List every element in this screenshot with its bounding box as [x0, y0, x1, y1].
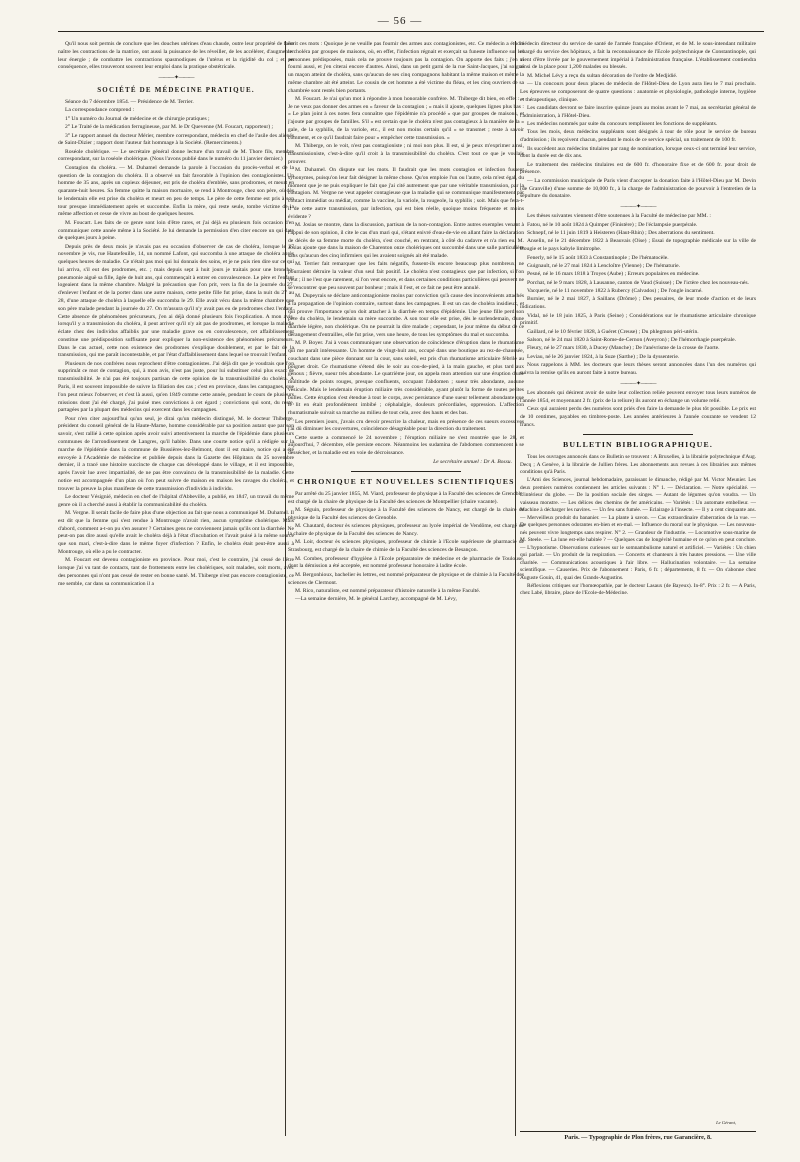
paragraph: Pour n'en citer aujourd'hui qu'un seul, je dirai qu'un médecin distingué, M. le docteur Thiberge, président du conseil général de la Haute-Marne, homme considérable par sa position autant que par son savoir, s'est rallié à cette opinion après avoir suivi attentivement la marche de l'épidémie dans plusieurs communes de l'arrondissement de Langres, qu'il habite. Dans une courte notice qu'il a rédigée sur la marche de l'épidémie dans la commune de Bussières-lez-Belmont, dont il est maire, notice qui a été envoyée à l'Académie de médecine et publiée depuis dans la Gazette des Hôpitaux du 25 novembre dernier, il a tracé une histoire succincte de chaque cas développé dans le village, et il est impossible, après l'avoir lue avec impartialité, de ne pas être convaincu de la transmissibilité de la maladie. Cette notice est accompagnée d'un plan où l'on peut suivre de maison en maison les ravages du choléra, et trouver la preuve la plus manifeste de cette transmission d'individu à individu.: [58, 415, 294, 492]
ornament-divider: ——— ✦ ———: [620, 204, 656, 211]
paragraph: M. Bergonhioux, bachelier ès lettres, est nommé préparateur de physique et de chimie à la Faculté des sciences de Clermont.: [288, 571, 524, 586]
paragraph: Pesné, né le 16 mars 1818 à Troyes (Aube) ; Erreurs populaires en médecine.: [527, 271, 700, 278]
paragraph: Guignault, né le 27 mai 1824 à Lencloître (Vienne) ; De l'hématurie.: [527, 262, 681, 269]
paragraph: 3° Le rapport annuel du docteur Mérier, membre correspondant, médecin en chef de l'asile des aliénés de Saint-Dizier ; rapport dont l'auteur fait hommage à la Société. (Remerciments.): [58, 132, 294, 147]
paragraph: Les abonnés qui désirent avoir de suite leur collection reliée peuvent envoyer tous leurs numéros de l'année 1854, et moyennant 2 fr. (prix de la reliure) ils auront en échange un volume relié.: [520, 389, 756, 404]
column-right: [520, 41, 756, 1121]
paragraph: Le traitement des médecins titulaires est de 600 fr. d'honoraire fixe et de 600 fr. pour droit de présence.: [520, 161, 756, 176]
paragraph: M. Séguin, professeur de physique à la Faculté des sciences de Nancy, est chargé de la chaire de physique de la Faculté des sciences de Grenoble.: [288, 507, 524, 521]
column-middle: [288, 41, 524, 1121]
paragraph: — Un concours pour deux places de médecin de l'Hôtel-Dieu de Lyon aura lieu le 7 mai prochain. Les épreuves se composeront de quatre questions : anatomie et physiologie, pathologie interne, hygiène et thérapeutique, clinique.: [520, 81, 756, 103]
page-number: — 56 —: [377, 15, 423, 27]
paragraph: Fenerly, né le 15 août 1833 à Constantinople ; De l'hématocèle.: [527, 254, 669, 261]
footer-rule: [520, 1131, 756, 1132]
paragraph: —La semaine dernière, M. le général Larchey, accompagné de M. Lévy,: [295, 596, 457, 603]
gerant-label: Le Gérant,: [716, 1120, 736, 1125]
printer-imprint: Paris. — Typographie de Plon frères, rue Garancière, 8.: [564, 1134, 712, 1141]
paragraph: Réflexions critiques sur l'homœopathie, par le docteur Lasaux (de Bayeux). In-8°. Prix : 2 fr. — A Paris, chez Labé, libraire, place de l'Ecole-de-Médecine.: [520, 582, 756, 597]
paragraph: M. Josias se montre, dans la discussion, partisan de la non-contagion. Entre autres exemples venant à l'appui de son opinion, il cite le cas d'un mari qui, s'étant enivré d'eau-de-vie en allant faire la déclaration de décès de sa femme morte du choléra, s'est couché, en rentrant, à côté du cadavre et n'a rien eu. M. Josias ajoute que dans la maison de Charenton onze cholériques ont succombé dans une salle particulière sans qu'aucun des cinq infirmiers qui les avaient soignés ait été malade.: [288, 221, 524, 260]
paragraph: médecin directeur du service de santé de l'armée française d'Orient, et de M. le sous-intendant militaire chargé du service des hôpitaux, a fait la reconnaissance de l'Ecole polytechnique de Constantinople, qui vient d'être livrée par le gouvernement impérial à l'administration française. L'établissement contiendra ainsi de la place pour 1,200 malades ou blessés.: [520, 41, 756, 71]
paragraph: Cette suette a commencé le 24 novembre ; l'éruption miliaire ne s'est montrée que le 28, et aujourd'hui, 7 décembre, elle persiste encore. Néanmoins les sudamina de l'abdomen commencent à se dessécher, et la maladie est en voie de décroissance.: [288, 434, 524, 457]
paragraph: Nous rappelons à MM. les docteurs que leurs thèses seront annoncées dans l'un des numéros qui suivra la remise qu'ils en auront faite à notre bureau.: [520, 362, 756, 376]
paragraph: Burnier, né le 2 mai 1827, à Saillans (Drôme) ; Des pessaires, de leur mode d'action et de leurs indications.: [520, 296, 756, 311]
paragraph: Les médecins nommés par suite du concours remplissent les fonctions de suppléants.: [527, 121, 718, 128]
column-left: [58, 41, 294, 1121]
signature: Le secrétaire annuel : Dr A. Bossu.: [433, 458, 512, 465]
paragraph: M. Dupeyrais se déclare anticontagioniste moins par conviction qu'à cause des inconvénients attachés à la propagation de l'opinion contraire, surtout dans les campagnes. Il est un cas de choléra insidieux, et qui prouve l'importance qu'on doit attacher à la diarrhée en temps d'épidémie. Une jeune fille perd son père du choléra, le lendemain sa mère succombe. A son tour elle est prise, dès le surlendemain, d'une diarrhée légère, non cholérique. On ne pourrait la dire malade ; cependant, le jour même du début de ce dérangement d'entrailles, elle fut prise, vers une heure, de tous les symptômes du mal et succomba.: [288, 293, 524, 338]
paragraph: Fatou, né le 10 août 1824 à Quimper (Finistère) ; De l'éclampsie puerpérale.: [527, 221, 698, 228]
paragraph: Contagion du choléra. — M. Duhamel demande la parole à l'occasion du procès-verbal et de la question de la contagion du choléra. Il a observé un fait favorable à l'opinion des contagionistes. Un homme de 35 ans, après un copieux déjeuner, est pris de choléra d'emblée, sans prodromes, et meurt en quarante-huit heures. Sa femme quitte la maison mortuaire, se rend à Montrouge, chez son père, où dès le lendemain elle est prise du choléra et meurt en peu de temps. Le père de cette femme est pris à son tour presque immédiatement après et succombe. Enfin la mère, qui reste seule, tombe victime de la même affection et cesse de vivre au bout de quelques heures.: [58, 164, 294, 218]
paragraph: M. Foucart. Je n'ai qu'un mot à répondre à mon honorable confrère. M. Thiberge dit bien, en effet : « Je ne veux pas donner des armes en » faveur de la contagion ; » mais il ajoute, quelques lignes plus bas : « Le plan joint à ces notes fera connaître que l'épidémie n'a procédé » que par groupes de maisons, et j'ajoute par groupes de familles. S'il » est certain que le choléra n'est pas contagieux à la manière de la » gale, de la syphilis, de la variole, etc., il est non moins certain qu'il » se transmet ; reste à savoir comment, et ce qu'il faudrait faire pour » empêcher cette transmission. »: [288, 95, 524, 141]
paragraph: Porchat, né le 9 mars 1828, à Lausanne, canton de Vaud (Suisse) ; De l'ictère chez les nouveau-nés.: [527, 279, 749, 286]
paragraph: Tous les mois, deux médecins suppléants sont désignés à tour de rôle pour le service de bureau d'admission ; ils reçoivent chacun, pendant le mois de ce service spécial, un traitement de 100 fr.: [520, 129, 756, 144]
paragraph: M. Foucart est devenu contagioniste en province. Pour moi, c'est le contraire, j'ai cessé de l'être lorsque j'ai vu tant de contacts, tant de frottements entre les cholériques, soit malades, soit morts, avec des personnes qui n'ont pas cessé de rester en bonne santé. M. Thiberge n'est pas encore contagioniste, ce me semble, car dans sa communication il a: [58, 557, 294, 587]
paragraph: Qu'il nous soit permis de conclure que les douches utérines d'eau chaude, outre leur propriété de faire naître les contractions de la matrice, ont aussi la puissance de les réveiller, de les accélérer, d'augmenter leur énergie ; de combattre les contractions spasmodiques de l'utérus et la rigidité du col ; et, en conséquence, elles trouveront souvent leur emploi dans la pratique obstétricale.: [58, 41, 294, 71]
paragraph: 2° Le Traité de la médication ferrugineuse, par M. le Dr Quevenne (M. Foucart, rapporteur) ;: [65, 124, 274, 131]
paragraph: Les thèses suivantes viennent d'être soutenues à la Faculté de médecine par MM. :: [527, 213, 711, 220]
paragraph: M. Michel Lévy a reçu du sultan décoration de l'ordre de Medjidié.: [527, 72, 678, 79]
paragraph: La correspondance comprend :: [65, 107, 135, 114]
section-title: SOCIÉTÉ DE MÉDECINE PRATIQUE.: [97, 86, 255, 95]
paragraph: M. Chautard, docteur ès sciences physiques, professeur au lycée impérial de Vendôme, est chargé de la chaire de physique de la Faculté des sciences de Nancy.: [288, 523, 524, 538]
section-title: BULLETIN BIBLIOGRAPHIQUE.: [562, 440, 713, 450]
section-rule: [351, 471, 461, 472]
paragraph: Depuis près de deux mois je n'avais pas eu occasion d'observer de cas de choléra, lorsque le 27 novembre je vis, rue Hautefeuille, 14, un nommé Lafont, qui succomba à une attaque de choléra après quelques heures de maladie. Ce n'était pas moi qui lui donnais des soins, et je ne puis rien dire sur ce qui lui arriva, s'il eut des prodromes, etc. ; mais depuis sept à huit jours je traitais pour une broncho-pneumonie aiguë sa fille, âgée de huit ans, qui commençait à entrer en convalescence. Le père et l'enfant logeaient dans la même chambre. Malgré la précaution que l'on prit, vers la fin de la journée du 27, d'enlever l'enfant et de la porter dans une autre maison, cette petite fille fut prise, dans la nuit du 27 au 28, d'une attaque de choléra à laquelle elle succomba le 29. Elle avait vécu dans la même chambre que son père malade pendant la journée du 27. On m'assura qu'il n'y avait pas eu de prodromes chez l'enfant. Cette absence de phénomènes précurseurs, j'en ai déjà donné plusieurs fois l'explication. A mon avis, lorsqu'il y a transmission du choléra, il peut arriver qu'il n'y ait pas de prodromes, et lorsque la maladie éclate chez des individus affaiblis par une maladie grave ou en convalescence, cet affaiblissement constitue une prédisposition suffisante pour expliquer la non-existence des phénomènes précurseurs. Dans le cas actuel, cette non existence des prodromes s'explique doublement, et par le fait de la transmission, qui me paraît incontestable, et par l'état d'affaiblissement dans lequel se trouvait l'enfant.: [58, 243, 294, 359]
paragraph: M. Thiberge, on le voit, n'est pas contagioniste ; ni moi non plus. Il est, si je peux m'exprimer ainsi, transmissioniste, c'est-à-dire qu'il croit à la transmissibilité du choléra. C'est tout ce que je voulais prouver.: [288, 143, 524, 165]
paragraph: Leviau, né le 26 janvier 1824, à la Suze (Sarthe) ; De la dyssenterie.: [527, 353, 680, 360]
paragraph: Roséole cholérique. — Le secrétaire général donne lecture d'un travail de M. Thore fils, membre correspondant, sur la roséole cholérique. (Nous l'avons publié dans le numéro du 11 janvier dernier.): [58, 148, 294, 163]
paragraph: écrit ces mots : Quoique je ne veuille pas fournir des armes aux contagionistes, etc. Ce médecin a étudié le choléra par groupes de maisons, où, en effet, l'infection régnait et exerçait sa funeste influence sur les personnes prédisposées, mais cela ne prouve toujours pas la contagion. On apporte des faits ; j'en ai fourni aussi, et j'en citerai encore d'autres. Ainsi, dans un petit garni de la rue Saint-Jacques, j'ai soigné un maçon atteint de choléra, sans qu'aucun de ses cinq compagnons habitant la même maison et même la même chambre ait été atteint. Le cousin de cet homme a été victime du fléau, et les cinq ouvriers de sa chambrée sont restés bien portants.: [288, 41, 524, 94]
paragraph: 1° Un numéro du Journal de médecine et de chirurgie pratiques ;: [65, 115, 210, 122]
paragraph: M. Rico, naturaliste, est nommé préparateur d'histoire naturelle à la même Faculté.: [295, 587, 481, 594]
paragraph: Séance du 7 décembre 1854. — Présidence de M. Terrier.: [65, 99, 194, 106]
paragraph: Salson, né le 24 mai 1820 à Saint-Rome-de-Cernon (Aveyron) ; De l'hémorrhagie puerpérale.: [527, 337, 737, 343]
paragraph: — La commission municipale de Paris vient d'accepter la donation faite à l'Hôtel-Dieu par M. Devin (de Granville) d'une somme de 10,000 fr., à la charge de l'administration de pourvoir à l'entretien de la sépulture du donataire.: [520, 177, 756, 200]
paragraph: Par arrêté du 25 janvier 1855, M. Viard, professeur de physique à la Faculté des sciences de Grenoble, est chargé de la chaire de physique de la Faculté des sciences de Montpellier (chaire vacante).: [288, 491, 524, 505]
paragraph: M. Combes, professeur d'hygiène à l'Ecole préparatoire de médecine et de pharmacie de Toulouse, dont la démission a été acceptée, est nommé professeur honoraire à ladite école.: [288, 555, 524, 570]
paragraph: Tous les ouvrages annoncés dans ce Bulletin se trouvent : A Bruxelles, à la librairie polytechnique d'Aug. Decq ; A Genève, à la librairie de Jullien frères. Les abonnements aux revues à ces librairies aux mêmes conditions qu'à Paris.: [520, 454, 756, 476]
ornament-divider: ——— ✦ ———: [158, 75, 194, 82]
paragraph: Fleury, né le 27 mars 1830, à Ducey (Manche) ; De l'anévrisme de la crosse de l'aorte.: [527, 345, 720, 352]
paragraph: M. Duhamel. On dispute sur les mots. Il faudrait que les mots contagion et infection fussent synonymes, puisqu'on leur fait désigner la même chose. Qu'on emploie l'un ou l'autre, cela m'est égal, du moment que je ne puis expliquer le fait que j'ai cité autrement que par une véritable transmission, par la contagion. M. Vergne ne veut appeler contagieuse que la maladie qui se communique manifestement par contact immédiat ou médiat, comme la vaccine, la variole, la rougeole, la syphilis ; soit. Mais que fera-t-il de cette autre transmission, par infection, qui est bien réelle, quoique moins fréquente et moins évidente ?: [288, 167, 524, 220]
paragraph: Plusieurs de nos confrères nous reprochent d'être contagionistes. J'ai déjà dit que je voudrais que l'on supprimât ce mot de contagion, qui, à mon avis, n'est pas juste, pour lui substituer celui plus exact de transmissibilité. Je n'ai pas été toujours partisan de cette opinion de la transmissibilité du choléra. A Paris, il est souvent impossible de suivre la filiation des cas ; c'est en province, dans les campagnes, que l'on peut mieux l'observer, et c'est là aussi, qu'en 1849 comme cette année, pendant le cours de plusieurs missions dont j'ai été chargé, j'ai puisé mes convictions à cet égard ; convictions qui sont, du reste, partagées par la plupart des médecins qui exercent dans les campagnes.: [58, 360, 294, 414]
paragraph: Anselin, né le 21 décembre 1822 à Beauvais (Oise) ; Essai de topographie médicale sur la ville de Bougie et le pays kabyle limitrophe.: [520, 238, 756, 253]
page-footer: [520, 1120, 756, 1141]
paragraph: M. P. Boyer. J'ai à vous communiquer une observation de coïncidence d'éruption dans le rhumatisme qui me paraît intéressante. Un homme de vingt-huit ans, occupé dans une boutique au rez-de-chaussée, couchant dans une pièce donnant sur la cour, sans soleil, est pris d'un rhumatisme articulaire fébrile au poignet droit. Ce rhumatisme s'étend dès le soir au cou-de-pied, à la main gauche, et plus tard aux genoux ; fièvre, sueur très abondante. Le quatrième jour, on appela mon attention sur une éruption d'une multitude de points rouges, presque confluents, occupant l'abdomen ; sueur très abondante, aucune vésicule. Mais le lendemain éruption miliaire très considérable, ayant plutôt la forme de toutes petites bulles. Cette éruption s'est étendue à tout le corps, avec persistance d'une sueur tellement abondante que le lit en était profondément imbibé ; céphalalgie, douleurs précordiales, oppression. L'affection rhumatismale suivait sa marche au milieu de tout cela, avec des hauts et des bas.: [288, 340, 524, 417]
paragraph: Les candidats devront se faire inscrire quinze jours au moins avant le 7 mai, au secrétariat général de l'administration, à l'Hôtel-Dieu.: [520, 104, 756, 119]
paragraph: Schnepf, né le 11 juin 1819 à Heisteren (Haut-Rhin) ; Des aberrations du sentiment.: [527, 230, 715, 237]
paragraph: M. Loir, docteur ès sciences physiques, professeur de chimie à l'Ecole supérieure de pharmacie de Strasbourg, est chargé de la chaire de chimie de la Faculté des sciences de Besançon.: [288, 539, 524, 554]
paragraph: Le docteur Vésignié, médecin en chef de l'hôpital d'Abbeville, a publié, en 1847, un travail du même genre où il a cherché aussi à établir la communicabilité du choléra.: [58, 493, 294, 508]
paragraph: Ils succèdent aux médecins titulaires par rang de nomination, lorsque ceux-ci ont terminé leur service, dont la durée est de dix ans.: [520, 145, 756, 160]
paragraph: M. Foucart. Les faits de ce genre sont loin d'être rares, et j'ai déjà eu plusieurs fois occasion d'en communiquer cette année même à la Société. Je lui demande la permission d'en citer encore un qui date de quelques jours à peine.: [58, 219, 294, 242]
ornament-divider: ——— ✦ ———: [620, 380, 656, 387]
paragraph: M. Vergne. Il serait facile de faire plus d'une objection au fait que nous a communiqué M. Duhamel. Il est dit que la femme qui s'est rendue à Montrouge n'avait rien, aucun symptôme cholérique. Mais d'abord, comment a-t-on pu s'en assurer ? Certaines gens ne conviennent jamais qu'ils ont la diarrhée. Ne peut-on pas dire aussi qu'elle avait le choléra déjà à l'état d'incubation et l'avait puisé à la même source que son mari, c'est-à-dire dans le même foyer d'infection ? Enfin, le choléra était peut-être aussi à Montrouge, où elle a pu le contracter.: [58, 510, 294, 555]
paragraph: M. Terrier fait remarquer que les faits négatifs, fussent-ils encore beaucoup plus nombreux, ne pourraient détruire la valeur d'un seul fait positif. Le choléra n'est contagieux que par infection, si l'on veut ; il ne l'est que rarement, si l'on veut encore, et dans certaines conditions particulières qui peuvent ne se rencontrer que peu souvent par bonheur ; mais il l'est, et ce fait ne peut être annulé.: [288, 261, 524, 291]
section-rule: [583, 434, 693, 435]
paragraph: Vidal, né le 18 juin 1825, à Paris (Seine) ; Considérations sur le rhumatisme articulaire chronique primitif.: [520, 312, 756, 327]
paragraph: L'Ami des Sciences, journal hebdomadaire, paraissant le dimanche, rédigé par M. Victor Meunier. Les deux premiers numéros contiennent les articles suivants : N° 1. — Déclaration. — Notre spécialité. — L'intérieur du globe. — De la position sociale des singes. — Autant de légumes qu'on voudra. — Un vaisseau monstre. — Les délices des chemins de fer américains. — Variétés : Un automate embelleur. — Machine à décharger les navires. — Un feu sans fumée. — Eclairage à l'insecte. — Il y a cent cinquante ans. — Merveilleux produit du bananier. — La plante à savon. — Cas extraordinaire d'aberration de la vue. — De quelques personnes odorantes en-bien et en-mal. — Influence du moral sur le physique. — Les nouveau-nés peuvent vivre longtemps sans respirer. N° 2. — Grandeur de l'industrie. — Locomotive sous-marine de M. Steele. — La lune est-elle habitée ? — Quelques cas de longévité humaine et ce qu'on en peut conclure. — L'hypnotisme. Observations curieuses sur le somnambulisme naturel et artificiel. — Variétés : Un chien qui parlait. — Un produit de la respiration. — Concerts et chanteurs à très hautes pressions. — Une ville charitée. — Communications acoustiques à l'air libre. — Hallucination volontaire. — La semaine scientifique. — Causeries. Prix de l'abonnement : Paris, 6 fr. ; départements, 8 fr. — On s'abonne chez Auguste Gouin, 41, quai des Grands-Augustins.: [520, 477, 756, 581]
section-title: CHRONIQUE ET NOUVELLES SCIENTIFIQUES: [297, 477, 515, 487]
paragraph: Gaillard, né le 10 février 1828, à Guéret (Creuse) ; Du phlegmon péri-utérin.: [527, 328, 699, 335]
paragraph: Ceux qui auraient perdu des numéros sont priés d'en faire la demande le plus tôt possible. Le prix est de 10 centimes, payables en timbres-poste. Les années antérieures à l'année courante se vendent 12 francs.: [520, 406, 756, 428]
paragraph: Les premiers jours, j'avais cru devoir prescrire la chaleur, mais en présence de ces sueurs excessives j'ai dû diminuer les couvertures, coïncidence désagréable pour la direction du traitement.: [288, 418, 524, 433]
paragraph: Vacquerie, né le 11 novembre 1822 à Rubercy (Calvados) ; De l'ongle incarné.: [527, 288, 703, 295]
header-rule: [58, 31, 764, 32]
